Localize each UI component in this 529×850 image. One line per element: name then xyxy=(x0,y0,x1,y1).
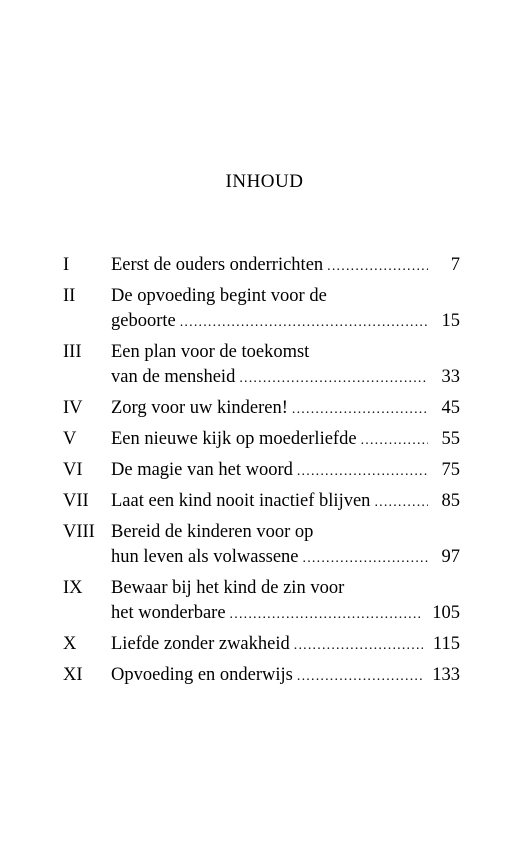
page-number: 33 xyxy=(441,367,460,387)
page-number: 85 xyxy=(441,491,460,511)
toc-entry xyxy=(63,396,460,421)
chapter-title-continued: van de mensheid xyxy=(111,367,236,387)
dot-leader xyxy=(374,490,428,515)
page-number: 15 xyxy=(441,311,460,331)
chapter-number: V xyxy=(63,429,77,449)
page-number: 7 xyxy=(450,255,460,275)
toc-entry xyxy=(63,520,460,570)
chapter-title: De opvoeding begint voor de xyxy=(111,286,327,306)
chapter-number: IX xyxy=(63,578,83,598)
dot-leader xyxy=(230,602,423,627)
page-number: 97 xyxy=(441,547,460,567)
toc-entry xyxy=(63,632,460,657)
table-of-contents xyxy=(63,253,460,694)
chapter-number: XI xyxy=(63,665,83,685)
chapter-title: De magie van het woord xyxy=(111,460,293,480)
chapter-title-continued: geboorte xyxy=(111,311,176,331)
toc-entry xyxy=(63,253,460,278)
dot-leader xyxy=(361,428,428,453)
dot-leader xyxy=(297,459,428,484)
chapter-title: Bewaar bij het kind de zin voor xyxy=(111,578,345,598)
dot-leader xyxy=(294,633,423,658)
toc-entry xyxy=(63,340,460,390)
chapter-number: VII xyxy=(63,491,89,511)
chapter-number: X xyxy=(63,634,77,654)
toc-entry xyxy=(63,663,460,688)
chapter-title-continued: hun leven als volwassene xyxy=(111,547,299,567)
chapter-number: IV xyxy=(63,398,83,418)
page-number: 133 xyxy=(432,665,460,685)
dot-leader xyxy=(292,397,428,422)
toc-entry xyxy=(63,576,460,626)
chapter-title: Bereid de kinderen voor op xyxy=(111,522,314,542)
dot-leader xyxy=(303,546,428,571)
chapter-title: Liefde zonder zwakheid xyxy=(111,634,290,654)
chapter-title: Eerst de ouders onderrichten xyxy=(111,255,324,275)
chapter-title: Een nieuwe kijk op moederliefde xyxy=(111,429,357,449)
chapter-number: VI xyxy=(63,460,83,480)
chapter-number: III xyxy=(63,342,82,362)
toc-entry xyxy=(63,284,460,334)
dot-leader xyxy=(239,366,428,391)
dot-leader xyxy=(297,664,422,689)
toc-entry xyxy=(63,427,460,452)
page-title: INHOUD xyxy=(225,171,304,192)
chapter-title: Een plan voor de toekomst xyxy=(111,342,310,362)
chapter-title-continued: het wonderbare xyxy=(111,603,226,623)
page-number: 45 xyxy=(441,398,460,418)
page-number: 105 xyxy=(432,603,460,623)
chapter-title: Laat een kind nooit inactief blijven xyxy=(111,491,371,511)
dot-leader xyxy=(180,310,428,335)
chapter-number: VIII xyxy=(63,522,95,542)
chapter-title: Zorg voor uw kinderen! xyxy=(111,398,288,418)
page-number: 115 xyxy=(432,634,460,654)
page-number: 55 xyxy=(441,429,460,449)
chapter-title: Opvoeding en onderwijs xyxy=(111,665,293,685)
toc-entry xyxy=(63,458,460,483)
dot-leader xyxy=(327,254,428,279)
toc-entry xyxy=(63,489,460,514)
chapter-number: II xyxy=(63,286,76,306)
page-number: 75 xyxy=(441,460,460,480)
chapter-number: I xyxy=(63,255,70,275)
